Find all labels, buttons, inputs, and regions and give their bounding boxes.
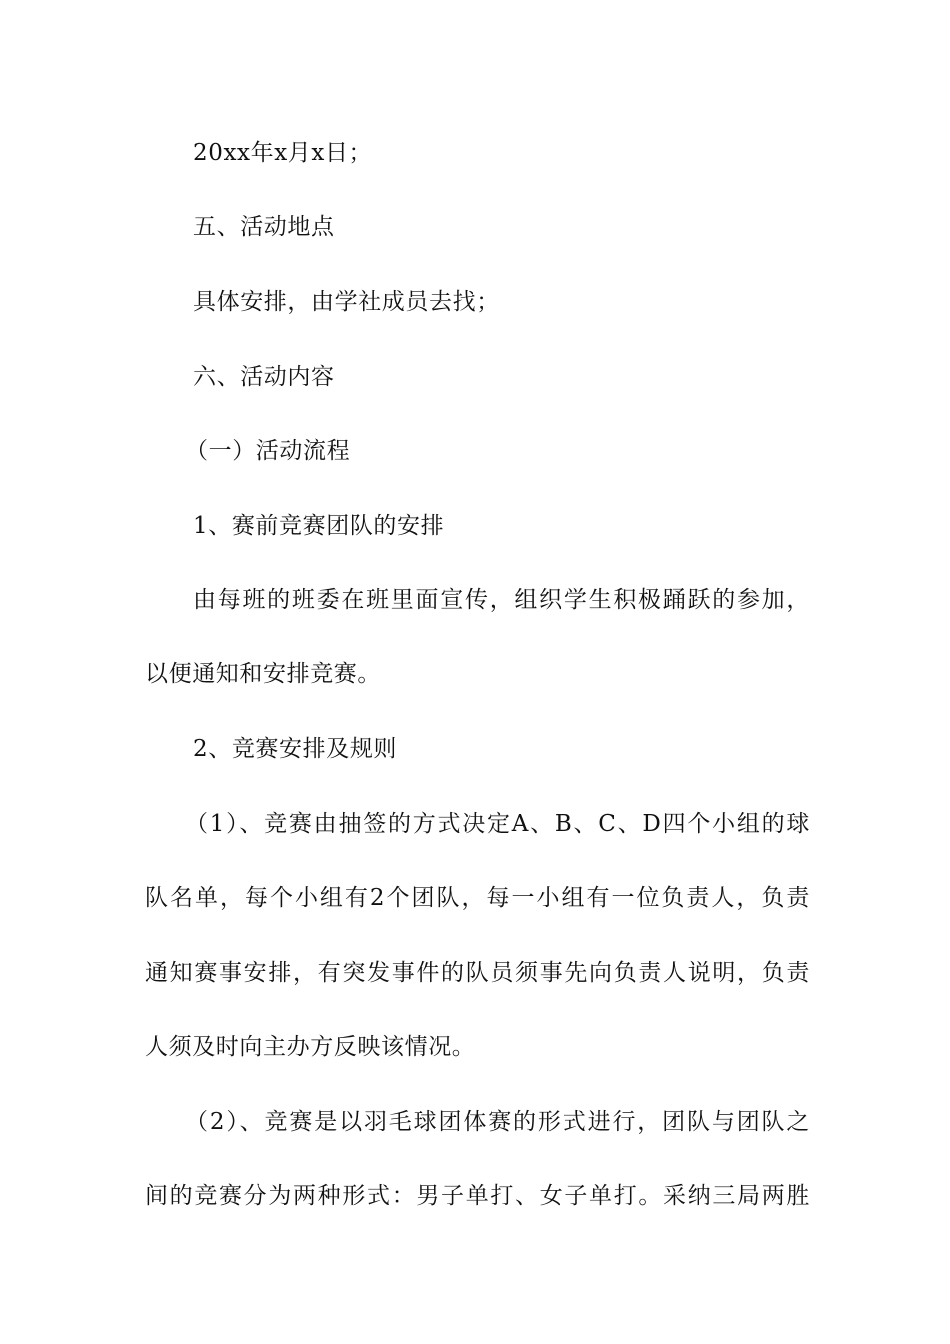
paragraph-line: 通知赛事安排，有突发事件的队员须事先向负责人说明，负责 (145, 960, 810, 986)
location-text: 具体安排，由学社成员去找； (193, 289, 500, 315)
date-line: 20xx年x月x日； (193, 140, 373, 166)
paragraph-line: 队名单，每个小组有2个团队，每一小组有一位负责人，负责 (145, 885, 810, 911)
subsection-heading-flow: （一）活动流程 (185, 438, 351, 464)
section-heading-content: 六、活动内容 (193, 364, 335, 390)
item-heading-rules: 2、竞赛安排及规则 (193, 736, 398, 762)
paragraph-line: 间的竞赛分为两种形式：男子单打、女子单打。采纳三局两胜 (145, 1183, 810, 1209)
paragraph-line: 人须及时向主办方反映该情况。 (145, 1034, 476, 1060)
paragraph-line: （1）、竞赛由抽签的方式决定A、B、C、D四个小组的球 (185, 811, 810, 837)
item-heading-team-arrangement: 1、赛前竞赛团队的安排 (193, 513, 445, 539)
section-heading-location: 五、活动地点 (193, 214, 335, 240)
paragraph-line: 以便通知和安排竞赛。 (145, 661, 381, 687)
paragraph-line: 由每班的班委在班里面宣传，组织学生积极踊跃的参加， (193, 587, 810, 613)
paragraph-line: （2）、竞赛是以羽毛球团体赛的形式进行，团队与团队之 (185, 1109, 810, 1135)
